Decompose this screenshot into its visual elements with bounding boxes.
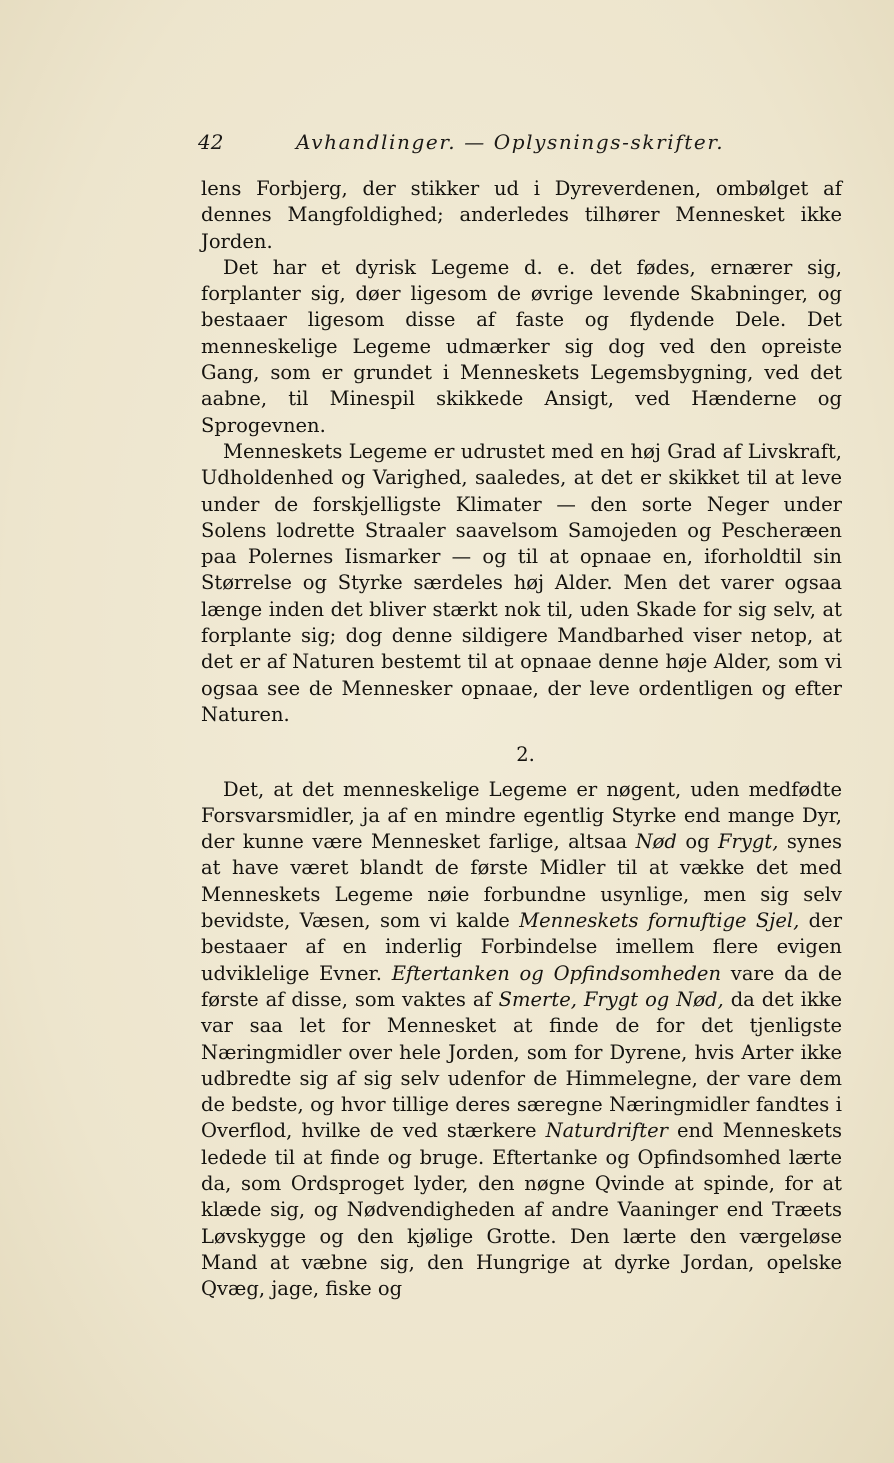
paragraph: Det har et dyrisk Legeme d. e. det fødes, ernærer sig, forplanter sig, døer ligesom de øvrige levende Skabninger, og bestaaer ligesom disse af faste og flydende Dele. Det menneskelige Legeme udmærker sig dog ved den opreiste Gang, som er grundet i Menneskets Legemsbygning, ved det aabne, til Minespil skikkede Ansigt, ved Hænderne og Sprogevnen. [201, 255, 842, 437]
text-run: og [676, 830, 719, 854]
emphasis: Nød [635, 830, 677, 854]
emphasis: Naturdrifter [545, 1119, 668, 1143]
section-number: 2. [516, 743, 535, 767]
page-number: 42 [198, 130, 224, 154]
emphasis: Menneskets fornuftige Sjel, [519, 909, 800, 933]
text-run: vare da de første af disse, som vaktes af [201, 961, 843, 1011]
text-run: Det, at det menneskelige Legeme er nøgent, uden medfødte Forsvarsmidler, ja af en mindre egentlig Styrke end mange Dyr, der kunne være Mennesket farlige, altsaa [201, 777, 842, 854]
emphasis: Eftertanken og Opfindsomheden [391, 961, 722, 985]
paragraph [201, 777, 842, 1303]
emphasis: Frygt, [718, 830, 779, 854]
running-head [198, 128, 758, 162]
running-title: Avhandlinger. — Oplysnings-skrifter. [296, 130, 725, 154]
paragraph: Menneskets Legeme er udrustet med en høj Grad af Livskraft, Udholdenhed og Varighed, saaledes, at det er skikket til at leve under de forskjelligste Klimater — den sorte Neger under Solens lodrette Straaler saavelsom Samojeden og Pescheræen paa Polernes Iismarker — og til at opnaae en, iforholdtil sin Størrelse og Styrke særdeles høj Alder. Men det varer ogsaa længe inden det bliver stærkt nok til, uden Skade for sig selv, at forplante sig; dog denne sildigere Mandbarhed viser netop, at det er af Naturen bestemt til at opnaae denne høje Alder, som vi ogsaa see de Mennesker opnaae, der leve ordentligen og efter Naturen. [201, 439, 842, 726]
body-text [201, 176, 842, 1302]
text-run: synes at have været blandt de første Midler til at vække det med Menneskets Legeme nøie forbundne usynlige, men sig selv bevidste, Væsen, som vi kalde [201, 830, 842, 933]
emphasis: Smerte, Frygt og Nød, [498, 987, 724, 1011]
paragraph-continued: lens Forbjerg, der stikker ud i Dyreverdenen, ombølget af dennes Mangfoldighed; anderledes tilhører Mennesket ikke Jorden. [201, 177, 842, 253]
text-run: end Menneskets ledede til at finde og bruge. Eftertanke og Opfindsomhed lærte da, som Ordsproget lyder, den nøgne Qvinde at spinde, for at klæde sig, og Nødvendigheden af andre Vaaninger end Træets Løvskygge og den kjølige Grotte. Den lærte den værgeløse Mand at væbne sig, den Hungrige at dyrke Jordan, opelske Qvæg, jage, fiske og [201, 1119, 842, 1301]
text-run: der bestaaer af en inderlig Forbindelse imellem flere evigen udviklelige Evner. [201, 909, 843, 985]
text-run: da det ikke var saa let for Mennesket at finde de for det tjenligste Næringmidler over hele Jorden, som for Dyrene, hvis Arter ikke udbredte sig af sig selv udenfor de Himmelegne, der vare dem de bedste, og hvor tillige deres særegne Næringmidler fandtes i Overflod, hvilke de ved stærkere [201, 987, 842, 1143]
